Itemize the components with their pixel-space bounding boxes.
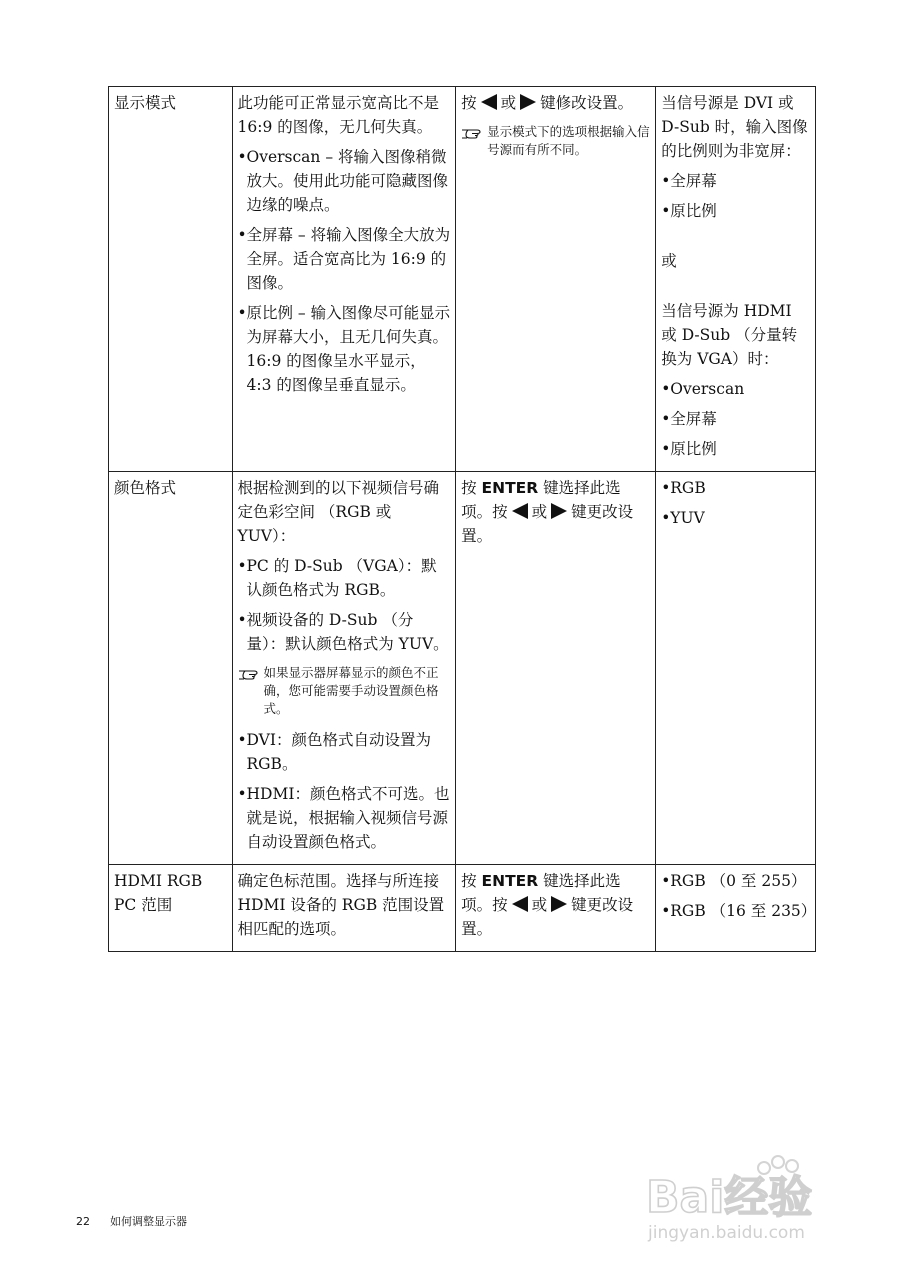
note: [238, 664, 451, 718]
range-list: [661, 169, 810, 223]
list-item: • 原比例: [661, 199, 810, 223]
operation-mid: 键选择此选项。按: [461, 479, 621, 521]
range-cell: [656, 472, 816, 865]
operation-prefix: 按: [461, 479, 477, 497]
description-list: [238, 728, 451, 854]
list-item: • 全屏幕: [661, 407, 810, 431]
list-item: • YUV: [661, 506, 810, 530]
operation-cell: [456, 865, 656, 952]
table-row: [109, 87, 816, 472]
description-intro: 此功能可正常显示宽高比不是 16:9 的图像，无几何失真。: [237, 94, 440, 136]
item-name: HDMI RGB PC 范围: [114, 872, 203, 914]
note: [461, 123, 650, 159]
operation-or: 或: [500, 94, 517, 112]
list-item: • 全屏幕 – 将输入图像全大放为全屏。适合宽高比为 16:9 的图像。: [238, 223, 451, 295]
operation-or: 或: [531, 896, 548, 914]
item-name-cell: [109, 865, 233, 952]
item-name-cell: [109, 87, 233, 472]
range-cell: [656, 865, 816, 952]
settings-table: [108, 86, 816, 952]
list-item: • Overscan – 将输入图像稍微放大。使用此功能可隐藏图像边缘的噪点。: [238, 145, 451, 217]
list-item: • HDMI：颜色格式不可选。也就是说，根据输入视频信号源自动设置颜色格式。: [238, 782, 451, 854]
list-item: • RGB （0 至 255）: [661, 869, 810, 893]
operation-cell: [456, 472, 656, 865]
operation-or: 或: [531, 503, 548, 521]
description-cell: [232, 87, 456, 472]
list-item: • 原比例: [661, 437, 810, 461]
enter-key-label: ENTER: [481, 479, 539, 497]
pointing-hand-icon: [461, 126, 487, 140]
pointing-hand-icon: [238, 667, 264, 681]
range-list: [661, 377, 810, 461]
watermark-brand: Bai经验: [646, 1172, 813, 1223]
operation-suffix: 键更改设置。: [461, 503, 634, 545]
operation-text: [461, 476, 650, 548]
section-title: 如何调整显示器: [110, 1215, 187, 1228]
operation-suffix: 键修改设置。: [540, 94, 634, 112]
list-item: • PC 的 D-Sub （VGA）：默认颜色格式为 RGB。: [238, 554, 451, 602]
range-intro: 当信号源是 DVI 或 D-Sub 时，输入图像的比例则为非宽屏：: [661, 94, 808, 160]
list-item: • RGB （16 至 235）: [661, 899, 810, 923]
list-item: • 视频设备的 D-Sub （分量）：默认颜色格式为 YUV。: [238, 608, 451, 656]
description-text: 确定色标范围。选择与所连接 HDMI 设备的 RGB 范围设置相匹配的选项。: [237, 872, 445, 938]
list-item: • 全屏幕: [661, 169, 810, 193]
operation-mid: 键选择此选项。按: [461, 872, 621, 914]
description-list: [238, 554, 451, 656]
table-row: [109, 865, 816, 952]
range-list: [661, 869, 817, 923]
range-list: [661, 476, 810, 530]
description-intro: 根据检测到的以下视频信号确定色彩空间 （RGB 或 YUV）：: [237, 479, 440, 545]
list-item: • 原比例 – 输入图像尽可能显示为屏幕大小，且无几何失真。 16:9 的图像呈水平显示， 4:3 的图像呈垂直显示。: [238, 301, 451, 397]
triangle-left-icon: [480, 93, 498, 111]
range-intro: 当信号源为 HDMI 或 D-Sub （分量转换为 VGA）时：: [661, 302, 798, 368]
range-or: 或: [661, 252, 677, 270]
triangle-right-icon: [550, 895, 568, 913]
page-footer: [76, 1213, 187, 1229]
list-item: • RGB: [661, 476, 810, 500]
description-list: [238, 145, 451, 397]
operation-prefix: 按: [461, 872, 477, 890]
note-text: 显示模式下的选项根据输入信号源而有所不同。: [487, 124, 650, 157]
list-item: • DVI：颜色格式自动设置为 RGB。: [238, 728, 451, 776]
operation-suffix: 键更改设置。: [461, 896, 634, 938]
item-name: 颜色格式: [114, 479, 177, 497]
operation-prefix: 按: [461, 94, 477, 112]
triangle-right-icon: [519, 93, 537, 111]
list-item: • Overscan: [661, 377, 810, 401]
description-cell: [232, 865, 456, 952]
operation-text: [461, 869, 650, 941]
note-text: 如果显示器屏幕显示的颜色不正确，您可能需要手动设置颜色格式。: [263, 665, 439, 716]
table-row: [109, 472, 816, 865]
operation-text: [461, 91, 650, 115]
triangle-left-icon: [511, 895, 529, 913]
triangle-left-icon: [511, 502, 529, 520]
description-cell: [232, 472, 456, 865]
triangle-right-icon: [550, 502, 568, 520]
item-name-cell: [109, 472, 233, 865]
baidu-jingyan-watermark: [644, 1150, 854, 1246]
range-cell: [656, 87, 816, 472]
enter-key-label: ENTER: [481, 872, 539, 890]
item-name: 显示模式: [114, 94, 177, 112]
watermark-url: jingyan.baidu.com: [648, 1223, 805, 1243]
page-number: 22: [76, 1215, 90, 1228]
operation-cell: [456, 87, 656, 472]
